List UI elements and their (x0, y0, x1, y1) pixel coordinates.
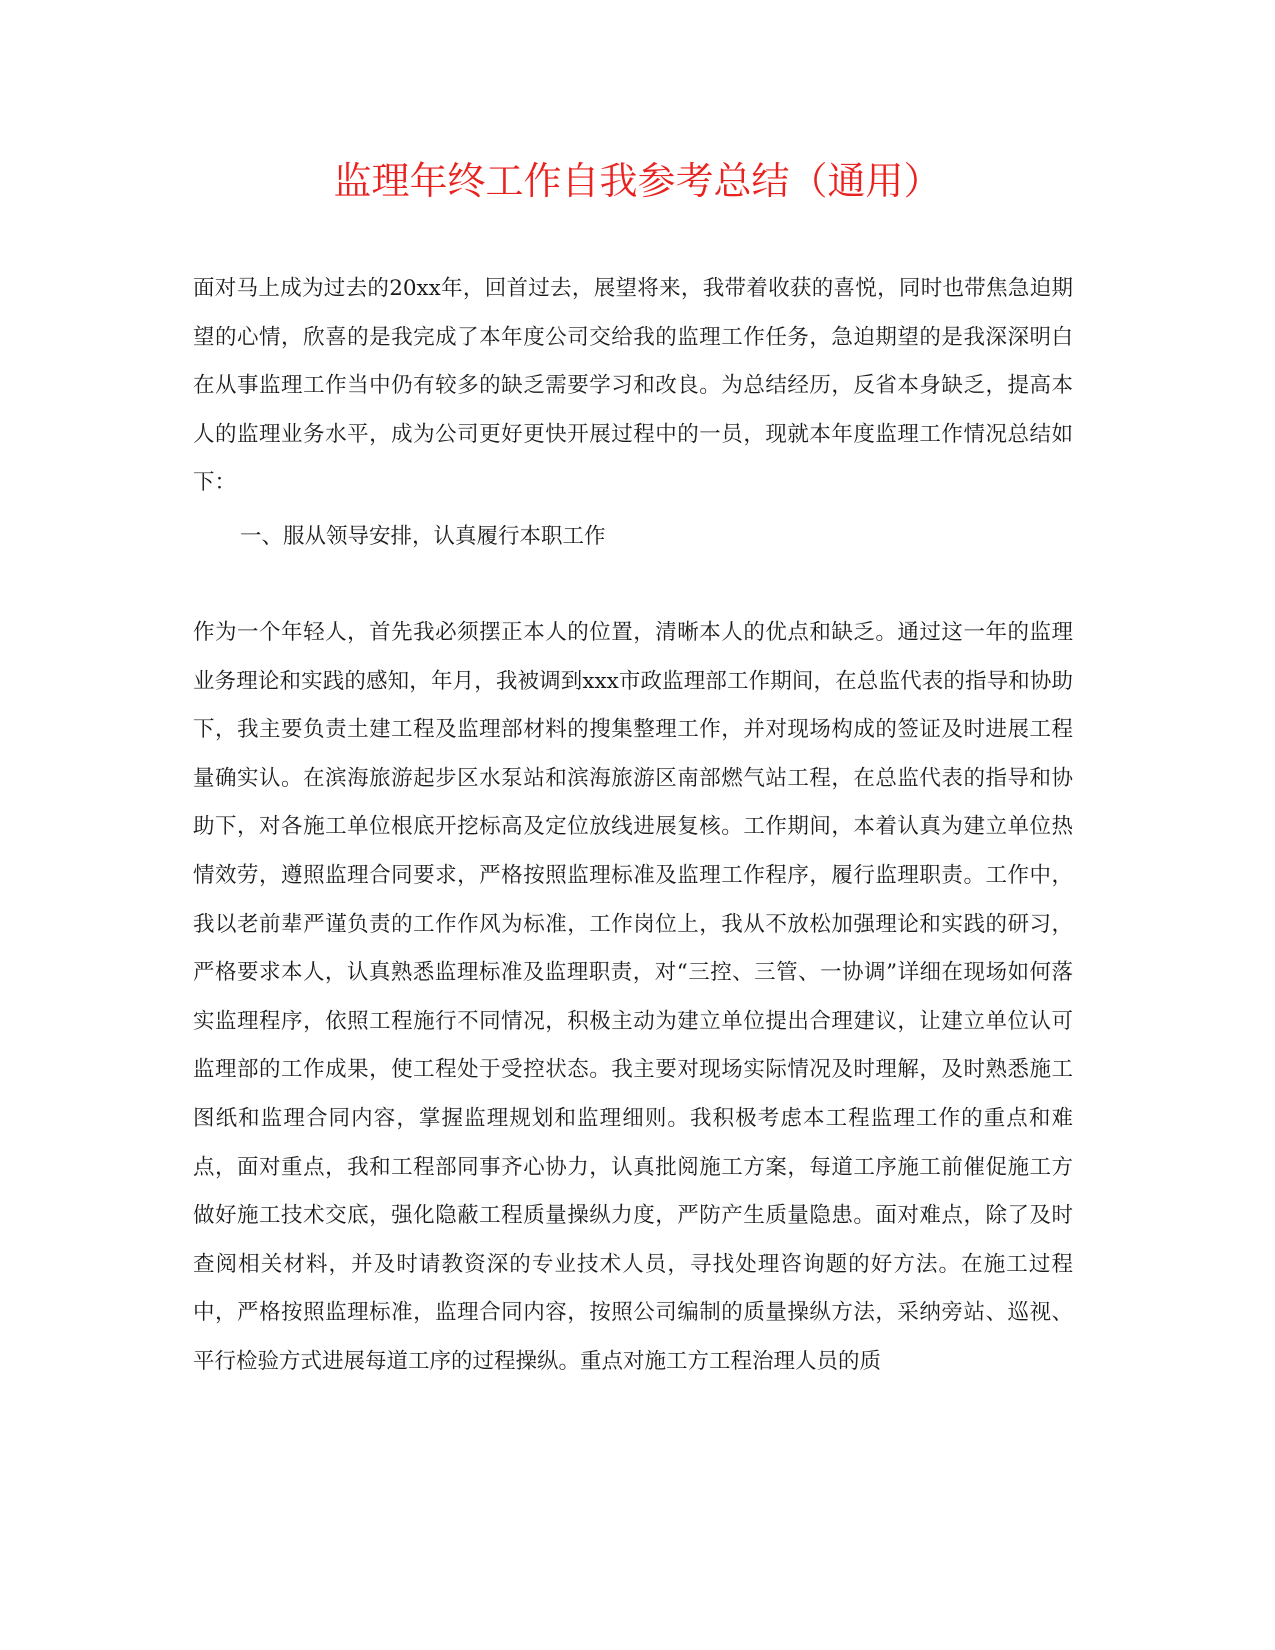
section-paragraph: 作为一个年轻人，首先我必须摆正本人的位置，清晰本人的优点和缺乏。通过这一年的监理业务理论和实践的感知，年月，我被调到xxx市政监理部工作期间，在总监代表的指导和协助下，我主要负责土建工程及监理部材料的搜集整理工作，并对现场构成的签证及时进展工程量确实认。在滨海旅游起步区水泵站和滨海旅游区南部燃气站工程，在总监代表的指导和协助下，对各施工单位根底开挖标高及定位放线进展复核。工作期间，本着认真为建立单位热情效劳，遵照监理合同要求，严格按照监理标准及监理工作程序，履行监理职责。工作中，我以老前辈严谨负责的工作作风为标准，工作岗位上，我从不放松加强理论和实践的研习，严格要求本人，认真熟悉监理标准及监理职责，对“三控、三管、一协调”详细在现场如何落实监理程序，依照工程施行不同情况，积极主动为建立单位提出合理建议，让建立单位认可监理部的工作成果，使工程处于受控状态。我主要对现场实际情况及时理解，及时熟悉施工图纸和监理合同内容，掌握监理规划和监理细则。我积极考虑本工程监理工作的重点和难点，面对重点，我和工程部同事齐心协力，认真批阅施工方案，每道工序施工前催促施工方做好施工技术交底，强化隐蔽工程质量操纵力度，严防产生质量隐患。面对难点，除了及时查阅相关材料，并及时请教资深的专业技术人员，寻找处理咨询题的好方法。在施工过程中，严格按照监理标准，监理合同内容，按照公司编制的质量操纵方法，采纳旁站、巡视、平行检验方式进展每道工序的过程操纵。重点对施工方工程治理人员的质 (193, 620, 1073, 1374)
intro-paragraph: 面对马上成为过去的20xx年，回首过去，展望将来，我带着收获的喜悦，同时也带焦急迫期望的心情，欣喜的是我完成了本年度公司交给我的监理工作任务，急迫期望的是我深深明白在从事监理工作当中仍有较多的缺乏需要学习和改良。为总结经历，反省本身缺乏，提高本人的监理业务水平，成为公司更好更快开展过程中的一员，现就本年度监理工作情况总结如下： (193, 276, 1073, 496)
document-title: 监理年终工作自我参考总结（通用） (333, 159, 942, 203)
section-heading: 一、服从领导安排，认真履行本职工作 (240, 524, 606, 549)
